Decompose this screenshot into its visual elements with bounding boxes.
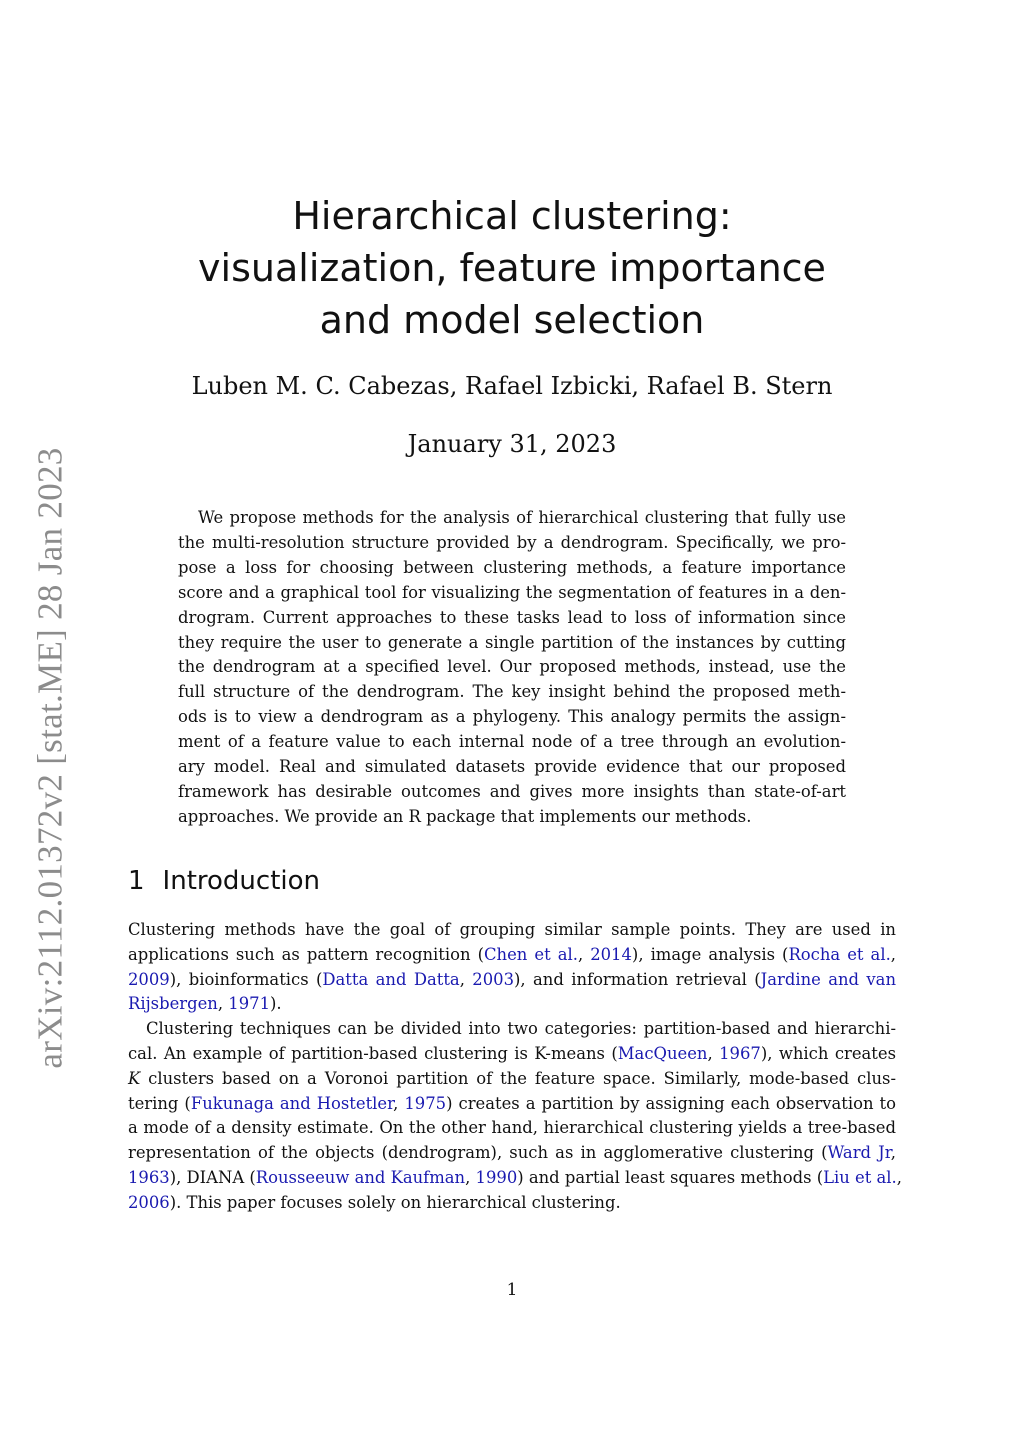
citation-year-link[interactable]: 1971: [228, 994, 270, 1014]
citation-link[interactable]: Rocha et al.: [788, 944, 891, 964]
abstract-line: they require the user to generate a single partition of the instances by cutting: [178, 632, 846, 652]
citation-year-link[interactable]: 2006: [128, 1192, 170, 1212]
citation-link[interactable]: Rijsbergen: [128, 994, 218, 1014]
citation-year-link[interactable]: 2014: [590, 944, 632, 964]
body-line: 1963), DIANA (Rousseeuw and Kaufman, 1990) and partial least squares methods (Liu et al.,: [128, 1167, 902, 1187]
citation-link[interactable]: MacQueen: [617, 1043, 708, 1063]
section-number: 1: [128, 866, 145, 896]
arxiv-identifier-stamp: [22, 448, 80, 1068]
body-line: Rijsbergen, 1971).: [128, 994, 282, 1014]
citation-year-link[interactable]: 2003: [472, 969, 515, 989]
body-line: tering (Fukunaga and Hostetler, 1975) creates a partition by assigning each observation to: [128, 1093, 896, 1113]
body-line: 2009), bioinformatics (Datta and Datta, 2003), and information retrieval (Jardine and van: [128, 969, 897, 989]
author-list: Luben M. C. Cabezas, Rafael Izbicki, Rafael B. Stern: [191, 372, 833, 400]
abstract-line: framework has desirable outcomes and gives more insights than state-of-art: [178, 781, 846, 801]
title-line-3: and model selection: [319, 298, 705, 342]
title-line-1: Hierarchical clustering:: [292, 194, 732, 238]
section-title: Introduction: [162, 866, 320, 896]
arxiv-identifier-text: arXiv:2112.01372v2 [stat.ME] 28 Jan 2023: [31, 447, 70, 1069]
body-line: representation of the objects (dendrogram), such as in agglomerative clustering (Ward Jr,: [128, 1143, 897, 1163]
body-line: Clustering methods have the goal of grouping similar sample points. They are used in: [128, 920, 896, 939]
abstract: [178, 506, 846, 830]
abstract-line: score and a graphical tool for visualizing the segmentation of features in a den-: [178, 582, 846, 602]
citation-year-link[interactable]: 1975: [404, 1093, 447, 1113]
citation-link[interactable]: Jardine and van: [760, 969, 897, 989]
abstract-line: full structure of the dendrogram. The key insight behind the proposed meth-: [178, 682, 846, 702]
math-variable-k: K: [128, 1068, 141, 1088]
abstract-line: the multi-resolution structure provided by a dendrogram. Specifically, we pro-: [178, 532, 846, 552]
body-line: Clustering techniques can be divided into two categories: partition-based and hierarchi-: [146, 1019, 896, 1039]
publication-date: January 31, 2023: [407, 430, 617, 458]
abstract-line: ment of a feature value to each internal node of a tree through an evolution-: [178, 732, 846, 752]
abstract-line: ary model. Real and simulated datasets provide evidence that our proposed: [178, 757, 846, 777]
abstract-line: the dendrogram at a specified level. Our proposed methods, instead, use the: [178, 657, 846, 677]
citation-year-link[interactable]: 1963: [128, 1167, 170, 1187]
citation-year-link[interactable]: 1967: [719, 1043, 761, 1063]
citation-link[interactable]: Datta and Datta: [322, 969, 460, 989]
citation-link[interactable]: Chen et al.: [484, 944, 578, 964]
paper-title: [140, 190, 884, 346]
citation-link[interactable]: Liu et al.: [823, 1167, 897, 1187]
body-line: applications such as pattern recognition (Chen et al., 2014), image analysis (Rocha et al.,: [128, 944, 896, 964]
abstract-line: drogram. Current approaches to these tasks lead to loss of information since: [178, 607, 846, 627]
citation-link[interactable]: Fukunaga and Hostetler: [190, 1093, 394, 1113]
title-line-2: visualization, feature importance: [198, 246, 826, 290]
body-line: cal. An example of partition-based clustering is K-means (MacQueen, 1967), which creates: [128, 1043, 896, 1063]
abstract-line: ods is to view a dendrogram as a phylogeny. This analogy permits the assign-: [178, 707, 846, 727]
section-heading-introduction: [128, 864, 320, 898]
abstract-line: approaches. We provide an R package that implements our methods.: [178, 806, 752, 826]
citation-year-link[interactable]: 2009: [128, 969, 170, 989]
body-line: 2006). This paper focuses solely on hierarchical clustering.: [128, 1192, 621, 1212]
abstract-line: We propose methods for the analysis of hierarchical clustering that fully use: [198, 508, 846, 527]
citation-link[interactable]: Ward Jr: [827, 1143, 891, 1163]
introduction-body: [128, 918, 902, 1216]
body-line: K clusters based on a Voronoi partition of the feature space. Similarly, mode-based clus-: [128, 1068, 896, 1088]
citation-year-link[interactable]: 1990: [475, 1167, 518, 1187]
page-number: 1: [506, 1280, 518, 1300]
abstract-line: pose a loss for choosing between clustering methods, a feature importance: [178, 557, 846, 577]
citation-link[interactable]: Rousseeuw and Kaufman: [255, 1167, 466, 1187]
body-line: a mode of a density estimate. On the other hand, hierarchical clustering yields a tree-based: [128, 1118, 896, 1138]
